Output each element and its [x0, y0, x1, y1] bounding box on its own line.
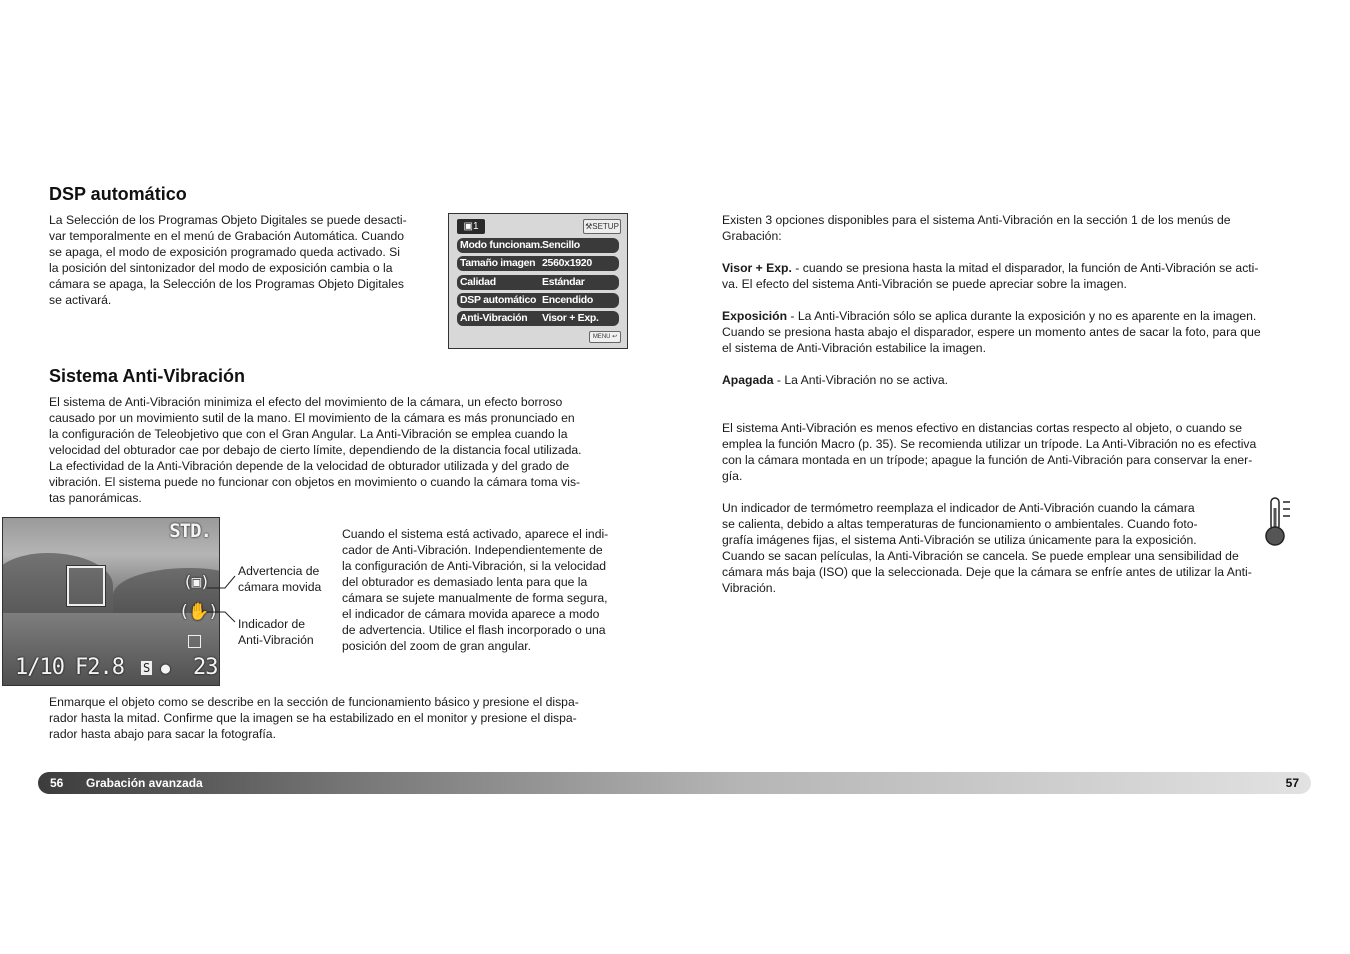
lcd-preview-photo	[2, 517, 220, 686]
recording-tab	[457, 219, 485, 234]
menu-row-drive-mode: Modo funcionam. Sencillo	[457, 238, 619, 253]
anti-shake-hand-icon: (✋)	[179, 602, 218, 622]
quality-mode-label: STD.	[169, 520, 211, 542]
anti-shake-heading: Sistema Anti-Vibración	[49, 366, 246, 386]
text-line: El sistema de Anti-Vibración minimiza el efecto del movimiento de la cámara, un efecto borroso	[49, 395, 563, 409]
text-line: tas panorámicas.	[49, 491, 142, 505]
option-off: Apagada - La Anti-Vibración no se activa.	[722, 373, 949, 387]
text-line: var temporalmente en el menú de Grabación Automática. Cuando	[49, 229, 404, 243]
menu-row-auto-dsp: DSP automático Encendido	[457, 293, 619, 308]
thermometer-icon	[1262, 496, 1296, 548]
text-line: se activará.	[49, 293, 112, 307]
text-line: se apaga, el modo de exposición programado queda activado. Si	[49, 245, 400, 259]
anti-shake-side-paragraph: Cuando el sistema está activado, aparece el indi- cador de Anti-Vibración. Independientemente de la configuración de Anti-Vibración, si la velocidad del obturador es demasiado lenta para que la cámara se sujete manualmente de forma segura, el indicador de cámara movida aparece a modo de advertencia. Utilice el flash incorporado o una posición del zoom de gran angular.	[342, 527, 609, 653]
menu-button-indicator: MENU ↩	[589, 331, 621, 343]
text-line: La efectividad de la Anti-Vibración depende de la velocidad de obturador utilizada y del grado de	[49, 459, 570, 473]
callout-anti-shake-indicator: Indicador de Anti-Vibración	[238, 617, 314, 647]
camera-icon: ▣	[463, 221, 473, 232]
menu-row-anti-shake: Anti-Vibración Visor + Exp.	[457, 311, 619, 326]
anti-shake-paragraph	[49, 394, 639, 506]
dsp-heading: DSP automático	[49, 184, 187, 204]
text-line: causado por un movimiento sutil de la mano. El movimiento de la cámara es más pronunciado en	[49, 411, 575, 425]
camera-shake-warning-icon: (▣)	[183, 572, 209, 591]
menu-row-image-size: Tamaño imagen 2560x1920	[457, 256, 619, 271]
flash-mode-icon	[188, 635, 201, 648]
section-title: Grabación avanzada	[86, 776, 203, 790]
text-line: velocidad del obturador cae por debajo de cierto límite, dependiendo de la distancia focal utilizada.	[49, 443, 582, 457]
text-line: la configuración de Teleobjetivo que con el Gran Angular. La Anti-Vibración se emplea cuando la	[49, 427, 568, 441]
tab-number: 1	[472, 221, 479, 232]
return-icon: ↩	[612, 334, 618, 340]
text-line: La Selección de los Programas Objeto Digitales se puede desacti-	[49, 213, 407, 227]
option-viewfinder-exposure: Visor + Exp. - cuando se presiona hasta la mitad el disparador, la función de Anti-Vibración se acti-	[722, 261, 1259, 275]
metering-badge: S	[143, 661, 151, 675]
menu-rows	[457, 238, 619, 329]
menu-row-quality: Calidad Estándar	[457, 275, 619, 290]
dsp-paragraph	[49, 212, 439, 308]
focus-frame	[67, 566, 105, 606]
option-exposure: Exposición - La Anti-Vibración sólo se aplica durante la exposición y no es aparente en la imagen.	[722, 309, 1257, 323]
aperture-readout: F2.8	[75, 655, 124, 680]
text-line: la posición del sintonizador del modo de exposición cambia o la	[49, 261, 393, 275]
setup-tab: ⚒SETUP	[583, 219, 621, 234]
text-line: cámara se apaga, la Selección de los Programas Objeto Digitales	[49, 277, 404, 291]
left-page-number: 56	[50, 776, 64, 790]
shutter-speed-readout: 1/10	[15, 655, 64, 680]
battery-dot-icon: ●	[161, 659, 170, 677]
frame-counter: 23	[193, 655, 218, 680]
framing-paragraph: Enmarque el objeto como se describe en la sección de funcionamiento básico y presione el dispa- rador hasta la mitad. Confirme que la imagen se ha estabilizado en el monitor y presione el dispa- rador hasta abajo para sacar la fotografía.	[49, 695, 579, 741]
right-page-number: 57	[1285, 776, 1299, 790]
page-footer-bar	[38, 772, 1311, 794]
wrench-icon: ⚒	[585, 222, 593, 231]
right-page-text: Existen 3 opciones disponibles para el sistema Anti-Vibración en la sección 1 de los menús de Grabación: Visor + Exp. - cuando se presiona hasta la mitad el disparador, la función de Anti-Vibración se acti- va. El efecto del sistema Anti-Vibración se puede apreciar sobre la imagen. Exposición - La Anti-Vibración sólo se aplica durante la exposición y no es aparente en la imagen. Cuando se presiona hasta abajo el disparador, espere un momento antes de sacar la foto, para que el sistema de Anti-Vibración estabilice la imagen. Apagada - La Anti-Vibración no se activa. El sistema Anti-Vibración es menos efectivo en distancias cortas respecto al objeto, o cuando se emplea la función Macro (p. 35). Se recomienda utilizar un trípode. La Anti-Vibración no es efectiva con la cámara montada en un trípode; apague la función de Anti-Vibración para conservar la ener- gía. Un indicador de termómetro reemplaza el indicador de Anti-Vibración cuando la cámara se calienta, debido a altas temperaturas de funcionamiento o ambientales. Cuando foto- grafía imágenes fijas, el sistema Anti-Vibración se utiliza únicamente para la exposición. Cuando se sacan películas, la Anti-Vibración se cancela. Se puede emplear una sensibilidad de cámara más baja (ISO) que la seleccionada. Deje que la cámara se enfríe antes de utilizar la Anti- Vibración.	[722, 212, 1312, 596]
text-line: vibración. El sistema puede no funcionar con objetos en movimiento o cuando la cámara toma vis-	[49, 475, 581, 489]
camera-menu-screen	[448, 213, 628, 349]
callout-shake-warning: Advertencia de cámara movida	[238, 564, 322, 594]
